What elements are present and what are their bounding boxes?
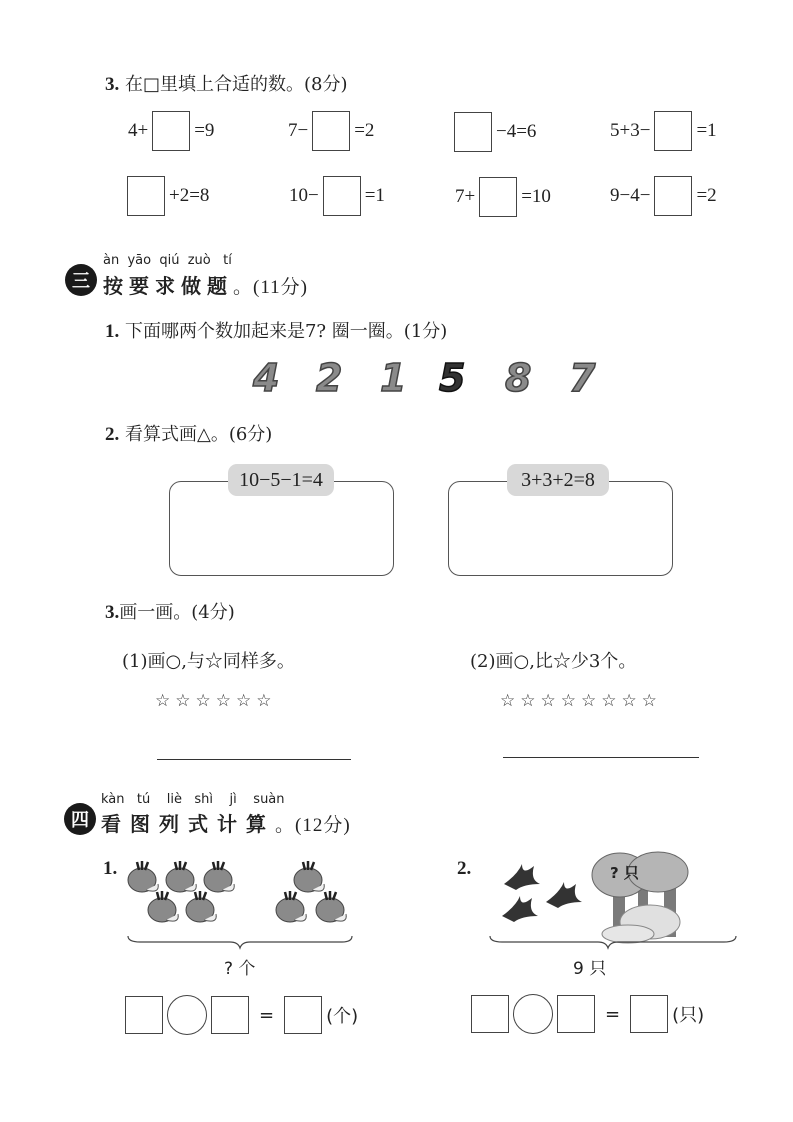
unit-label: (只)	[672, 1005, 705, 1026]
radish-icon	[316, 891, 346, 922]
answer-box[interactable]	[125, 996, 163, 1034]
equation-1: 4+ =9	[128, 111, 214, 151]
number-option[interactable]: 7	[569, 356, 596, 400]
radish-icon	[294, 861, 324, 892]
equation-4: 5+3− =1	[610, 111, 717, 151]
answer-box[interactable]	[127, 176, 165, 216]
radish-total-label: ? 个	[224, 959, 256, 979]
answer-box[interactable]	[479, 177, 517, 217]
bird-icon	[546, 882, 582, 908]
radish-icon	[148, 891, 178, 922]
answer-line-2[interactable]	[503, 757, 699, 758]
radish-picture	[120, 860, 360, 950]
equals-sign: =	[605, 1003, 621, 1025]
answer-box[interactable]	[557, 995, 595, 1033]
s4-q2-num: 2.	[457, 858, 472, 879]
section4-title: 看图列式计算。(12分)	[101, 812, 351, 836]
trees	[592, 852, 688, 943]
part1-label: (1)画○,与☆同样多。	[122, 651, 295, 672]
s3-q1-title: 1. 下面哪两个数加起来是7? 圈一圈。(1分)	[105, 321, 448, 342]
s4-q1-num: 1.	[103, 858, 118, 879]
number-option[interactable]: 5	[439, 356, 466, 400]
equation-7: 7+ =10	[455, 177, 551, 217]
section-badge-3: 三	[65, 264, 97, 296]
s3-q2-title: 2. 看算式画△。(6分)	[105, 424, 273, 445]
radish-icon	[204, 861, 234, 892]
answer-box[interactable]	[654, 111, 692, 151]
part2-label: (2)画○,比☆少3个。	[470, 651, 637, 672]
radish-icon	[166, 861, 196, 892]
radish-icon	[186, 891, 216, 922]
answer-box[interactable]	[454, 112, 492, 152]
bird-icon	[504, 864, 540, 890]
answer-box[interactable]	[654, 176, 692, 216]
bird-icon	[502, 896, 538, 922]
section4-pinyin: kàn tú liè shì jì suàn	[101, 792, 285, 807]
radish-icon	[276, 891, 306, 922]
answer-box[interactable]	[211, 996, 249, 1034]
number-option[interactable]: 1	[380, 356, 407, 400]
answer-box[interactable]	[630, 995, 668, 1033]
formula-1	[125, 995, 358, 1035]
bird-total-label: 9 只	[573, 959, 607, 979]
unit-label: (个)	[326, 1006, 359, 1027]
formula-tag-2: 3+3+2=8	[507, 464, 609, 496]
radish-icon	[128, 861, 158, 892]
answer-box[interactable]	[284, 996, 322, 1034]
answer-box[interactable]	[152, 111, 190, 151]
answer-box[interactable]	[471, 995, 509, 1033]
stars-row-1: ☆☆☆☆☆☆	[155, 691, 277, 711]
equation-2: 7− =2	[288, 111, 374, 151]
equation-6: 10− =1	[289, 176, 385, 216]
section3-title: 按要求做题。(11分)	[103, 274, 308, 298]
number-option[interactable]: 4	[253, 356, 280, 400]
s3-q3-title: 3.画一画。(4分)	[105, 602, 235, 623]
number-option[interactable]: 8	[505, 356, 532, 400]
operator-circle[interactable]	[513, 994, 553, 1034]
equation-5: +2=8	[127, 176, 209, 216]
formula-2	[471, 994, 704, 1034]
answer-box[interactable]	[312, 111, 350, 151]
brace	[128, 936, 352, 948]
section3-pinyin: àn yāo qiú zuò tí	[103, 253, 232, 268]
answer-box[interactable]	[323, 176, 361, 216]
q3-title: 3. 在□里填上合适的数。(8分)	[105, 74, 348, 95]
number-option[interactable]: 2	[316, 356, 343, 400]
stars-row-2: ☆☆☆☆☆☆☆☆	[500, 691, 662, 711]
section-badge-4: 四	[64, 803, 96, 835]
answer-line-1[interactable]	[157, 759, 351, 760]
equation-3: −4=6	[454, 112, 536, 152]
formula-tag-1: 10−5−1=4	[228, 464, 334, 496]
operator-circle[interactable]	[167, 995, 207, 1035]
equation-8: 9−4− =2	[610, 176, 717, 216]
tree-label: ? 只	[610, 864, 639, 882]
equals-sign: =	[259, 1004, 275, 1026]
